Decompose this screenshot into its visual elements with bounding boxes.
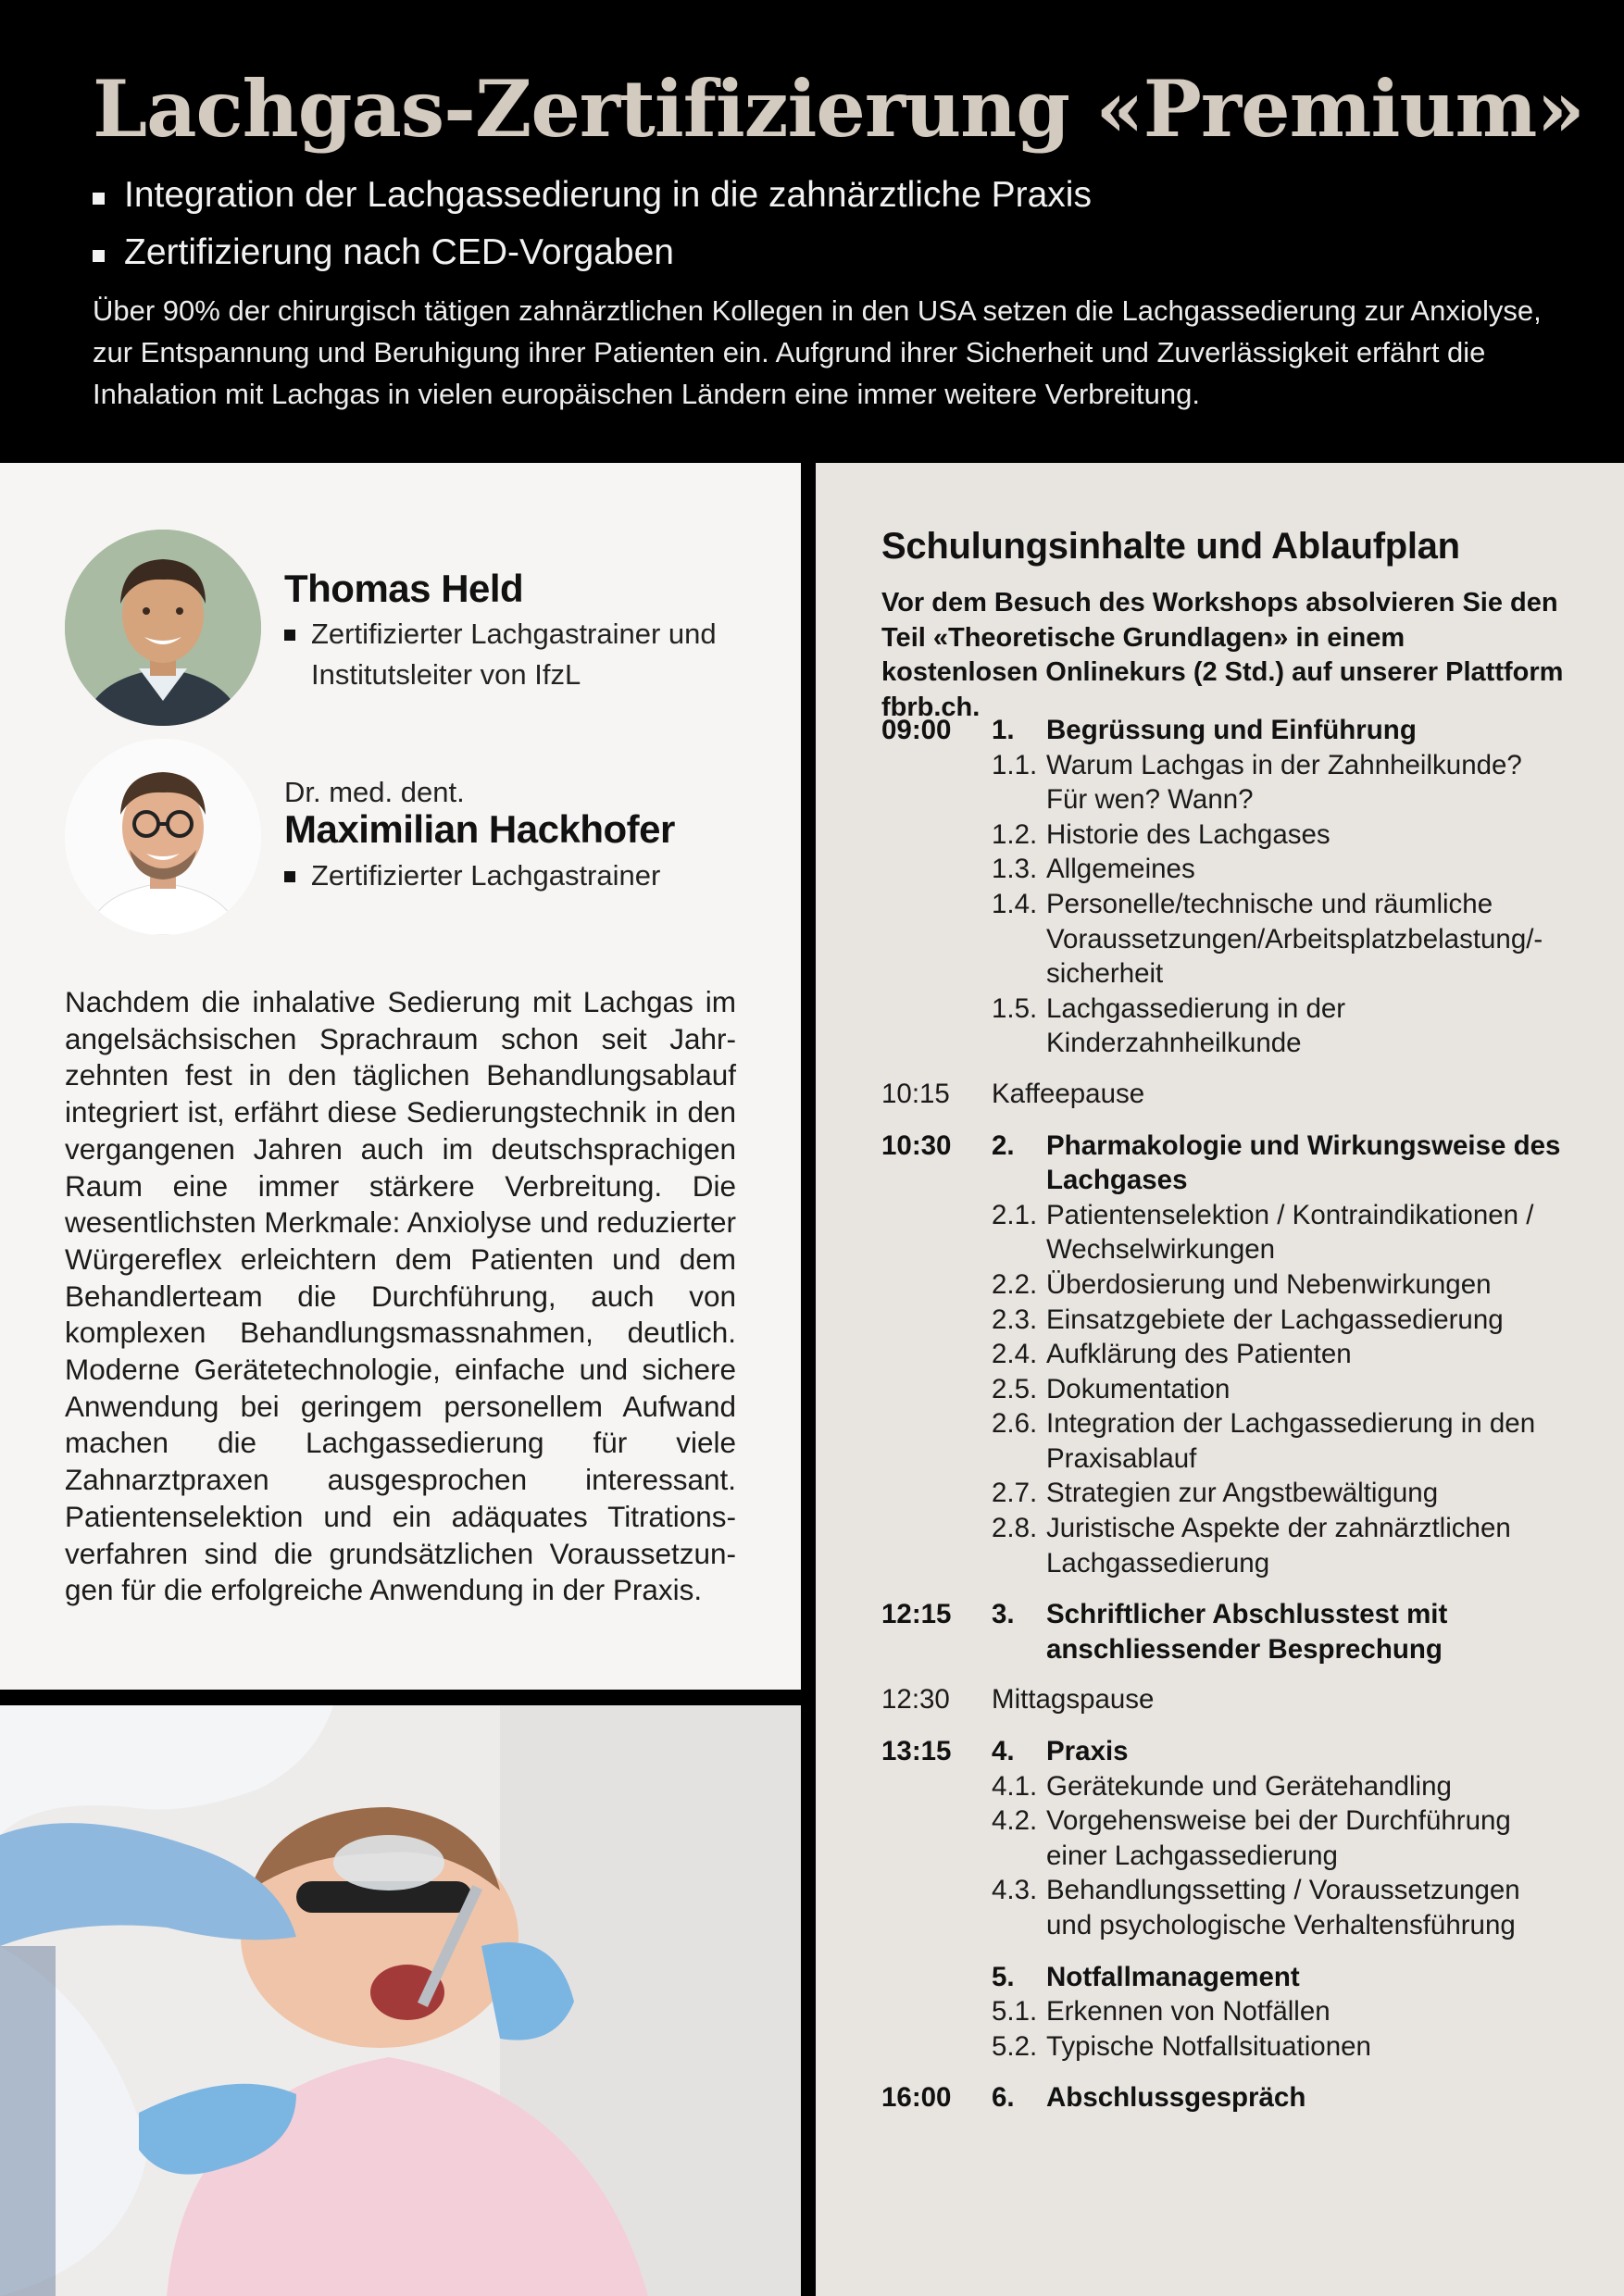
- section-heading: [881, 1597, 1567, 1666]
- section-title: Notfallmanagement: [1046, 1961, 1300, 1992]
- list-item: [881, 992, 1567, 1061]
- section-heading: [881, 713, 1567, 748]
- person-portrait-icon: [65, 739, 261, 935]
- item-text: Vorgehensweise bei der Durchführung einer Lachgassedierung: [1046, 1805, 1511, 1871]
- item-number: 1.4.: [992, 888, 1038, 919]
- item-text: Aufklärung des Patienten: [1046, 1339, 1352, 1370]
- section-title: Schriftlicher Abschlusstest mit anschliessender Besprechung: [1046, 1599, 1448, 1665]
- item-text: Juristische Aspekte der zahnärztlichen Lachgassedierung: [1046, 1513, 1511, 1578]
- item-text: Warum Lachgas in der Zahnheilkunde? Für wen? Wann?: [1046, 749, 1522, 816]
- break-row: [881, 1077, 1567, 1112]
- person-portrait-icon: [65, 530, 261, 726]
- item-text: Personelle/technische und räumliche Voraussetzungen/Arbeitsplatzbelastung/-sicherheit: [1046, 888, 1543, 990]
- section-number: 2.: [992, 1129, 1015, 1161]
- speaker-name: Maximilian Hackhofer: [284, 807, 675, 851]
- header: [0, 0, 1624, 463]
- schedule-title: Schulungsinhalte und Ablaufplan: [881, 526, 1460, 567]
- list-item: [881, 2029, 1567, 2065]
- item-text: Behandlungssetting / Voraussetzungen und psychologische Verhaltensführung: [1046, 1875, 1520, 1940]
- column-divider: [801, 463, 816, 2296]
- item-text: Integration der Lachgassedierung in den Praxisablauf: [1046, 1408, 1536, 1474]
- item-number: 1.5.: [992, 992, 1038, 1024]
- list-item: [881, 1873, 1567, 1942]
- item-number: 1.2.: [992, 818, 1038, 850]
- item-number: 2.4.: [992, 1339, 1038, 1370]
- list-item: [881, 1803, 1567, 1873]
- section-heading: [881, 2080, 1567, 2115]
- break-time: 12:30: [881, 1684, 950, 1716]
- item-number: 5.2.: [992, 2030, 1038, 2062]
- item-number: 2.2.: [992, 1268, 1038, 1300]
- section-time: 12:15: [881, 1599, 952, 1630]
- item-number: 2.3.: [992, 1304, 1038, 1335]
- list-item: [881, 887, 1567, 992]
- list-item: [881, 1511, 1567, 1580]
- item-number: 4.2.: [992, 1805, 1038, 1837]
- break-label: Mittagspause: [992, 1684, 1155, 1716]
- dental-sedation-image-icon: [0, 1705, 801, 2296]
- section-time: 16:00: [881, 2082, 952, 2114]
- item-text: Erkennen von Notfällen: [1046, 1996, 1330, 2028]
- section-title: Pharmakologie und Wirkungsweise des Lachgases: [1046, 1129, 1561, 1196]
- speaker-role: [284, 614, 793, 695]
- item-text: Strategien zur Angstbewältigung: [1046, 1478, 1439, 1509]
- header-bullet: Integration der Lachgassedierung in die zahnärztliche Praxis: [93, 167, 1092, 224]
- item-number: 2.8.: [992, 1513, 1038, 1544]
- break-row: [881, 1682, 1567, 1717]
- list-item: [881, 1406, 1567, 1476]
- section-title: Abschlussgespräch: [1046, 2082, 1306, 2114]
- list-item: [881, 1267, 1567, 1303]
- item-text: Typische Notfallsituationen: [1046, 2030, 1371, 2062]
- schedule-section: [881, 1129, 1567, 1581]
- list-item: [881, 1372, 1567, 1407]
- schedule-section: [881, 1734, 1567, 1943]
- schedule-section: [881, 713, 1567, 1061]
- section-heading: [881, 1734, 1567, 1769]
- list-item: [881, 1769, 1567, 1804]
- section-title: Begrüssung und Einführung: [1046, 715, 1417, 745]
- list-item: [881, 1994, 1567, 2029]
- dental-treatment-photo: [0, 1705, 801, 2296]
- section-number: 3.: [992, 1599, 1015, 1630]
- item-text: Allgemeines: [1046, 854, 1195, 885]
- item-text: Überdosierung und Nebenwirkungen: [1046, 1268, 1492, 1300]
- list-item: [881, 852, 1567, 887]
- item-number: 2.1.: [992, 1199, 1038, 1230]
- speaker-role-text: Zertifizierter Lachgastrainer: [311, 859, 661, 892]
- item-text: Lachgassedierung in der Kinderzahnheilkunde: [1046, 992, 1346, 1059]
- section-heading: [881, 1129, 1567, 1198]
- list-item: [881, 817, 1567, 853]
- list-item: [881, 1476, 1567, 1511]
- item-text: Patientenselektion / Kontraindikationen / Wechselwirkungen: [1046, 1199, 1534, 1266]
- item-number: 1.3.: [992, 854, 1038, 885]
- schedule-section: [881, 1597, 1567, 1666]
- item-number: 4.1.: [992, 1770, 1038, 1802]
- list-item: [881, 1303, 1567, 1338]
- list-item: [881, 1337, 1567, 1372]
- speaker-name: Thomas Held: [284, 567, 524, 610]
- schedule-intro: Vor dem Besuch des Workshops absolvieren Sie den Teil «Theoretische Grundlagen» in einem kostenlosen Onlinekurs (2 Std.) auf unserer Plattform fbrb.ch.: [881, 588, 1564, 722]
- schedule-section: [881, 1960, 1567, 2065]
- item-text: Historie des Lachgases: [1046, 818, 1330, 850]
- description-text: Nachdem die inhalative Sedierung mit Lachgas im angelsächsischen Sprachraum schon seit Jahrzehnten fest in den täglichen Behandlungsablauf integriert ist, erfährt diese Sedierungstechnik in den vergangenen Jahren auch im deutschsprachigen Raum eine immer stärkere Verbreitung. Die wesentlichsten Merkmale: Anxiolyse und reduzierter Würgereflex erleichtern dem Patienten und dem Behandlerteam die Durchführung, auch von komplexen Behandlungsmassnahmen, deutlich. Moderne Gerätetechnologie, einfache und sichere Anwendung bei geringem personellem Aufwand machen die Lachgassedierung für viele Zahnarztpraxen ausgesprochen interessant. Patientenselektion und ein adäquates Titrationsverfahren sind die grundsätzlichen Voraussetzungen für die erfolgreiche Anwendung in der Praxis.: [65, 985, 736, 1607]
- section-number: 5.: [992, 1961, 1015, 1992]
- section-number: 4.: [992, 1736, 1015, 1767]
- section-time: 09:00: [881, 715, 952, 745]
- item-number: 2.5.: [992, 1373, 1038, 1404]
- break-label: Kaffeepause: [992, 1078, 1145, 1109]
- speaker-role-text: Zertifizierter Lachgastrainer und Institutsleiter von IfzL: [311, 618, 717, 691]
- item-number: 2.6.: [992, 1408, 1038, 1440]
- item-text: Dokumentation: [1046, 1373, 1230, 1404]
- section-time: 10:30: [881, 1129, 952, 1161]
- page-title: Lachgas-Zertifizierung «Premium»: [93, 63, 1584, 155]
- schedule: [881, 713, 1567, 2115]
- break-time: 10:15: [881, 1078, 950, 1109]
- section-title: Praxis: [1046, 1736, 1129, 1767]
- speaker-title: Dr. med. dent.: [284, 776, 465, 808]
- item-text: Einsatzgebiete der Lachgassedierung: [1046, 1304, 1504, 1335]
- schedule-section: [881, 2080, 1567, 2115]
- header-bullet-list: [93, 167, 1092, 281]
- list-item: [881, 1198, 1567, 1267]
- header-intro: Über 90% der chirurgisch tätigen zahnärztlichen Kollegen in den USA setzen die Lachgassedierung zur Anxiolyse, zur Entspannung und Beruhigung ihrer Patienten ein. Aufgrund ihrer Sicherheit und Zuverlässigkeit erfährt die Inhalation mit Lachgas in vielen europäischen Ländern eine immer weitere Verbreitung.: [93, 294, 1542, 410]
- avatar: [65, 530, 261, 726]
- section-number: 1.: [992, 715, 1015, 745]
- avatar: [65, 739, 261, 935]
- section-number: 6.: [992, 2082, 1015, 2114]
- header-bullet: Zertifizierung nach CED-Vorgaben: [93, 224, 1092, 281]
- section-time: 13:15: [881, 1736, 952, 1767]
- section-heading: [881, 1960, 1567, 1995]
- item-number: 1.1.: [992, 749, 1038, 780]
- item-number: 4.3.: [992, 1875, 1038, 1906]
- list-item: [881, 748, 1567, 817]
- item-number: 5.1.: [992, 1996, 1038, 2028]
- item-number: 2.7.: [992, 1478, 1038, 1509]
- item-text: Gerätekunde und Gerätehandling: [1046, 1770, 1452, 1802]
- speaker-role: [284, 855, 793, 896]
